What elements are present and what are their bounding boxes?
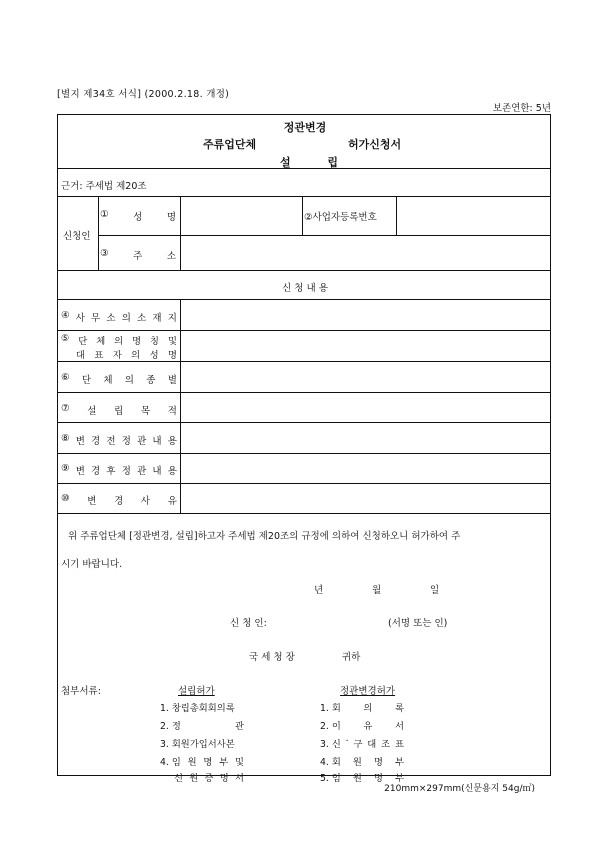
change-reason-field[interactable] [184, 488, 546, 510]
org-name-label-2: 대 표 자 의 성 명 [76, 350, 177, 361]
before-articles-label: ⑧ 변 경 전 정 관 내 용 [61, 433, 177, 447]
title-change: 정관변경 [283, 121, 327, 134]
applicant-sign-label: 신 청 인: [230, 618, 267, 629]
applicant-section-label: 신청인 [63, 231, 91, 242]
org-name-field[interactable] [184, 336, 546, 358]
purpose-field[interactable] [184, 397, 546, 419]
recipient: 국 세 청 장 [249, 652, 295, 663]
recipient-suffix: 귀하 [342, 652, 361, 663]
estab-item: 4. 임 원 명 부 및 [160, 757, 244, 768]
sign-or-seal: (서명 또는 인) [388, 618, 448, 629]
date-day: 일 [430, 585, 440, 596]
org-type-label: ⑥ 단 체 의 종 별 [61, 372, 177, 386]
change-header: 정관변경허가 [340, 686, 396, 697]
legal-basis: 근거: 주세법 제20조 [61, 181, 147, 192]
org-type-field[interactable] [184, 367, 546, 389]
office-location-field[interactable] [184, 305, 546, 327]
statement-line-2: 시기 바랍니다. [61, 559, 123, 570]
title-org: 주류업단체 [203, 138, 257, 151]
estab-item: 1. 창립총회회의록 [160, 703, 235, 714]
statement-line-1: 위 주류업단체 [정관변경, 설립]하고자 주세법 제20조의 규정에 의하여 신청하오니 허가하여 주 [68, 531, 461, 542]
form-number: [별지 제34호 서식] (2000.2.18. 개정) [57, 89, 230, 100]
name-label: ① 성 명 [100, 209, 176, 223]
estab-item: 3. 회원가입서사본 [160, 739, 235, 750]
date-year: 년 [314, 585, 324, 596]
after-articles-label: ⑨ 변 경 후 정 관 내 용 [61, 463, 177, 477]
change-reason-label: ⑩ 변 경 사 유 [61, 493, 177, 507]
before-articles-field[interactable] [184, 428, 546, 450]
purpose-label: ⑦ 설 립 목 적 [61, 403, 177, 417]
paper-spec: 210mm×297mm(신문용지 54g/㎡) [384, 784, 535, 794]
title-application: 허가신청서 [348, 138, 402, 151]
change-item: 2. 이 유 서 [320, 721, 404, 732]
change-item: 4. 회 원 명 부 [320, 757, 404, 768]
bizno-field[interactable] [400, 209, 546, 229]
change-item: 5. 임 원 명 부 [320, 773, 404, 784]
change-item: 1. 회 의 록 [320, 703, 404, 714]
retention-period: 보존연한: 5년 [492, 103, 551, 114]
name-field[interactable] [184, 209, 298, 229]
establishment-header: 설립허가 [178, 686, 215, 697]
attachments-label: 첨부서류: [61, 686, 101, 697]
bizno-label: ②사업자등록번호 [304, 212, 377, 223]
address-label: ③ 주 소 [100, 248, 176, 262]
org-name-label-1: ⑤ 단 체 의 명 칭 및 [61, 333, 177, 347]
application-form [57, 114, 551, 784]
title-establish: 설 립 [280, 156, 338, 169]
estab-item: 신 원 증 명 서 [174, 773, 244, 784]
request-content-header: 신 청 내 용 [282, 283, 328, 294]
change-item: 3. 신 · 구 대 조 표 [320, 736, 404, 750]
date-month: 월 [372, 585, 382, 596]
office-location-label: ④ 사 무 소 의 소 재 지 [61, 310, 177, 324]
after-articles-field[interactable] [184, 458, 546, 480]
address-field[interactable] [184, 248, 546, 268]
estab-item: 2. 정 관 [160, 721, 244, 732]
